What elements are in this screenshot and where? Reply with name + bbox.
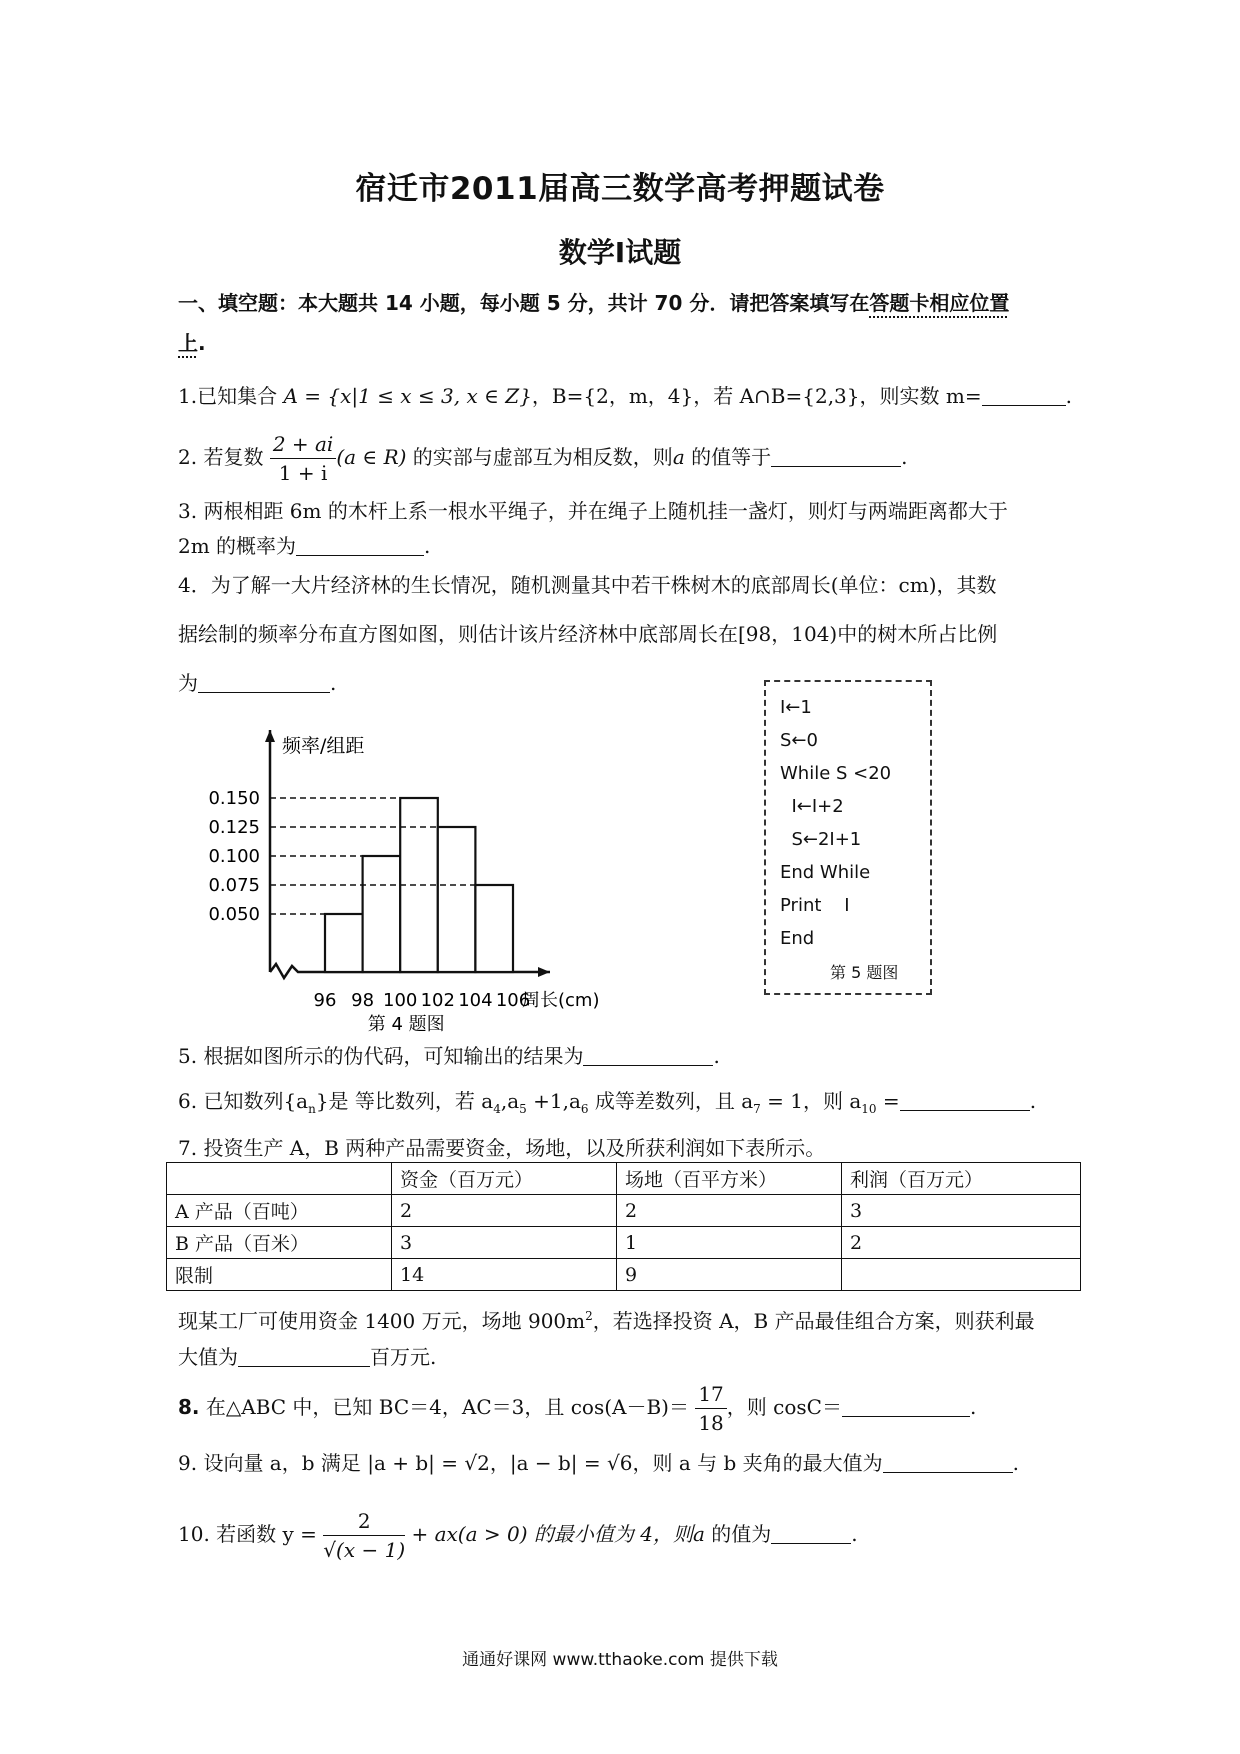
q10-end: . <box>851 1522 858 1546</box>
q1-end: . <box>1065 384 1072 408</box>
q1-mid: ，B={2，m，4}，若 A∩B={2,3}，则实数 m= <box>531 384 982 408</box>
q7-answer-blank[interactable] <box>238 1346 370 1367</box>
y-axis-label: 频率/组距 <box>282 735 365 757</box>
q6-sub: n <box>308 1102 316 1116</box>
section-heading-text: 一、填空题：本大题共 14 小题，每小题 5 分，共计 70 分．请把答案填写在 <box>178 291 870 315</box>
y-axis-arrow <box>265 730 275 742</box>
section-heading-emphasis: 答题卡相应位置 <box>869 291 1010 315</box>
code-line: While S <20 <box>780 763 892 784</box>
q6-end: . <box>1029 1089 1037 1113</box>
q7-line2a: 大值为 <box>178 1345 238 1369</box>
q1-answer-blank[interactable] <box>982 385 1066 406</box>
x-tick-label: 102 <box>420 990 455 1011</box>
table-cell: 1 <box>617 1227 842 1259</box>
q10-numerator: 2 <box>323 1507 405 1536</box>
q6-sub: 4 <box>493 1102 501 1116</box>
q4-answer-blank[interactable] <box>198 672 330 693</box>
table-cell: 3 <box>392 1227 617 1259</box>
table-cell: 场地（百平方米） <box>617 1163 842 1195</box>
question-4-line-1: 4．为了解一大片经济林的生长情况，随机测量其中若干株树木的底部周长(单位：cm)，其数 <box>178 573 997 597</box>
table-cell <box>167 1163 392 1195</box>
y-tick-label: 0.100 <box>208 846 260 867</box>
table-cell: 2 <box>392 1195 617 1227</box>
q1-set-expr: A = {x|1 ≤ x ≤ 3, x ∈ Z} <box>283 384 532 408</box>
q9-text: 9. 设向量 a，b 满足 |a + b| = √2，|a − b| = √6，则 a 与 b 夹角的最大值为 <box>178 1451 883 1475</box>
q6-c1: ,a <box>500 1089 520 1113</box>
q6-prefix: 6. 已知数列{a <box>178 1089 309 1113</box>
table-cell: 14 <box>392 1259 617 1291</box>
pseudocode-box <box>764 680 932 995</box>
histogram-bar <box>475 885 513 972</box>
x-axis-label: 周长(cm) <box>522 990 600 1011</box>
q6-sub: 10 <box>861 1102 877 1116</box>
code-caption: 第 5 题图 <box>830 963 899 982</box>
code-line: End While <box>780 862 871 883</box>
question-10 <box>178 1507 858 1564</box>
q8-end: . <box>969 1395 977 1419</box>
q10-denominator: √(x − 1) <box>323 1538 406 1562</box>
q2-end: . <box>901 445 908 469</box>
question-7-intro: 7. 投资生产 A，B 两种产品需要资金，场地，以及所获利润如下表所示。 <box>178 1136 826 1160</box>
page-subtitle: 数学Ⅰ试题 <box>558 236 682 269</box>
q6-sub: 6 <box>580 1102 589 1116</box>
q3-answer-blank[interactable] <box>296 535 424 556</box>
q2-mid: 的实部与虚部互为相反数，则 <box>406 445 673 469</box>
page-footer: 通通好课网 www.tthaoke.com 提供下载 <box>462 1650 778 1670</box>
q8-denominator: 18 <box>698 1411 724 1435</box>
q9-answer-blank[interactable] <box>883 1452 1013 1473</box>
q6-sub: 5 <box>519 1102 527 1116</box>
section-heading-tail: 上 <box>178 331 198 355</box>
q4-end: . <box>330 671 337 695</box>
q6-mid2: 成等差数列，且 a <box>588 1089 754 1113</box>
table-row <box>167 1227 1081 1259</box>
question-3-line-1: 3. 两根相距 6m 的木杆上系一根水平绳子，并在绳子上随机挂一盏灯，则灯与两端距离都大于 <box>178 499 1008 523</box>
histogram-layer <box>208 730 599 1035</box>
q6-tail: = <box>876 1089 900 1113</box>
table-cell: A 产品（百吨） <box>167 1195 392 1227</box>
code-line: S←2I+1 <box>780 829 862 850</box>
q5-text: 5. 根据如图所示的伪代码，可知输出的结果为 <box>178 1044 584 1068</box>
table-cell <box>842 1259 1081 1291</box>
y-tick-label: 0.125 <box>208 817 260 838</box>
q4-line3: 为 <box>178 671 198 695</box>
table-cell: 2 <box>617 1195 842 1227</box>
q3-line2: 2m 的概率为 <box>178 534 297 558</box>
q10-answer-blank[interactable] <box>771 1523 851 1544</box>
q2-tail: 的值等于 <box>684 445 772 469</box>
code-line: Print I <box>780 895 850 916</box>
q8-fraction <box>695 1380 726 1437</box>
question-1 <box>178 380 1072 409</box>
q5-end: . <box>713 1044 720 1068</box>
chart-caption: 第 4 题图 <box>367 1014 445 1035</box>
q8-answer-blank[interactable] <box>842 1396 970 1417</box>
x-axis-arrow <box>538 967 550 977</box>
q7-table <box>166 1162 1081 1291</box>
table-cell: 9 <box>617 1259 842 1291</box>
table-row <box>167 1195 1081 1227</box>
q8-numerator: 17 <box>695 1380 726 1409</box>
q7-line2b: 百万元. <box>370 1345 437 1369</box>
q5-answer-blank[interactable] <box>583 1045 713 1066</box>
question-8 <box>178 1380 976 1437</box>
table-row <box>167 1259 1081 1291</box>
q8-text-b: ，则 cosC＝ <box>726 1395 842 1419</box>
q10-prefix: 10. 若函数 y = <box>178 1522 317 1546</box>
histogram-chart <box>200 712 620 1035</box>
q3-end: . <box>424 534 431 558</box>
page-title: 宿迁市2011届高三数学高考押题试卷 <box>355 171 885 207</box>
q10-fraction <box>323 1507 405 1564</box>
y-tick-label: 0.050 <box>208 904 260 925</box>
y-tick-label: 0.075 <box>208 875 260 896</box>
q6-mid1: }是 等比数列，若 a <box>315 1089 494 1113</box>
q2-denominator: 1 + i <box>278 461 328 485</box>
x-tick-label: 106 <box>495 990 531 1011</box>
table-header-row <box>167 1163 1081 1195</box>
q1-prefix: 1.已知集合 <box>178 384 278 408</box>
question-5 <box>178 1040 720 1069</box>
section-heading-cont <box>178 327 206 356</box>
question-9 <box>178 1447 1019 1476</box>
x-tick-label: 96 <box>313 990 337 1011</box>
q2-fraction <box>270 430 337 487</box>
table-cell: 利润（百万元） <box>842 1163 1081 1195</box>
section-heading-end: . <box>198 331 206 355</box>
q2-condition: (a ∈ R) <box>336 445 407 469</box>
q2-numerator: 2 + ai <box>270 430 337 459</box>
q2-var: a <box>672 445 685 469</box>
x-tick-label: 98 <box>351 990 375 1011</box>
table-cell: 2 <box>842 1227 1081 1259</box>
q6-c2: +1,a <box>526 1089 581 1113</box>
code-line: End <box>780 928 815 949</box>
question-6 <box>178 1085 1036 1116</box>
question-4-line-3 <box>178 667 336 696</box>
q6-sub: 7 <box>753 1102 761 1116</box>
x-tick-label: 104 <box>458 990 493 1011</box>
table-cell: 资金（百万元） <box>392 1163 617 1195</box>
q7-line1b: ，若选择投资 A，B 产品最佳组合方案，则获利最 <box>592 1309 1035 1333</box>
q7-sup: 2 <box>585 1309 593 1323</box>
q6-mid3: = 1，则 a <box>760 1089 862 1113</box>
q10-mid: + ax(a > 0) 的最小值为 4，则 <box>411 1522 693 1546</box>
q2-prefix: 2. 若复数 <box>178 445 264 469</box>
q2-answer-blank[interactable] <box>771 446 901 467</box>
question-3-line-2 <box>178 530 430 559</box>
question-4-line-2: 据绘制的频率分布直方图如图，则估计该片经济林中底部周长在[98，104)中的树木所占比例 <box>178 622 998 646</box>
histogram-bar <box>438 827 476 972</box>
q6-answer-blank[interactable] <box>900 1090 1030 1111</box>
q10-var: a <box>692 1522 705 1546</box>
code-line: S←0 <box>780 730 818 751</box>
q7-line1a: 现某工厂可使用资金 1400 万元，场地 900m <box>178 1309 586 1333</box>
table-cell: 限制 <box>167 1259 392 1291</box>
q8-text-a: 在△ABC 中，已知 BC＝4，AC＝3，且 cos(A－B)＝ <box>199 1395 689 1419</box>
question-7-line-1 <box>178 1305 1035 1334</box>
table-cell: 3 <box>842 1195 1081 1227</box>
q8-number: 8. <box>178 1395 200 1419</box>
x-tick-label: 100 <box>383 990 418 1011</box>
y-tick-label: 0.150 <box>208 788 260 809</box>
section-heading <box>178 287 1009 316</box>
question-2 <box>178 430 907 487</box>
histogram-bar <box>363 856 401 972</box>
code-line: I←1 <box>780 697 812 718</box>
question-7-line-2 <box>178 1341 436 1370</box>
histogram-bar <box>325 914 363 972</box>
code-line: I←I+2 <box>780 796 844 817</box>
q10-tail: 的值为 <box>704 1522 772 1546</box>
table-cell: B 产品（百米） <box>167 1227 392 1259</box>
q9-end: . <box>1012 1451 1019 1475</box>
